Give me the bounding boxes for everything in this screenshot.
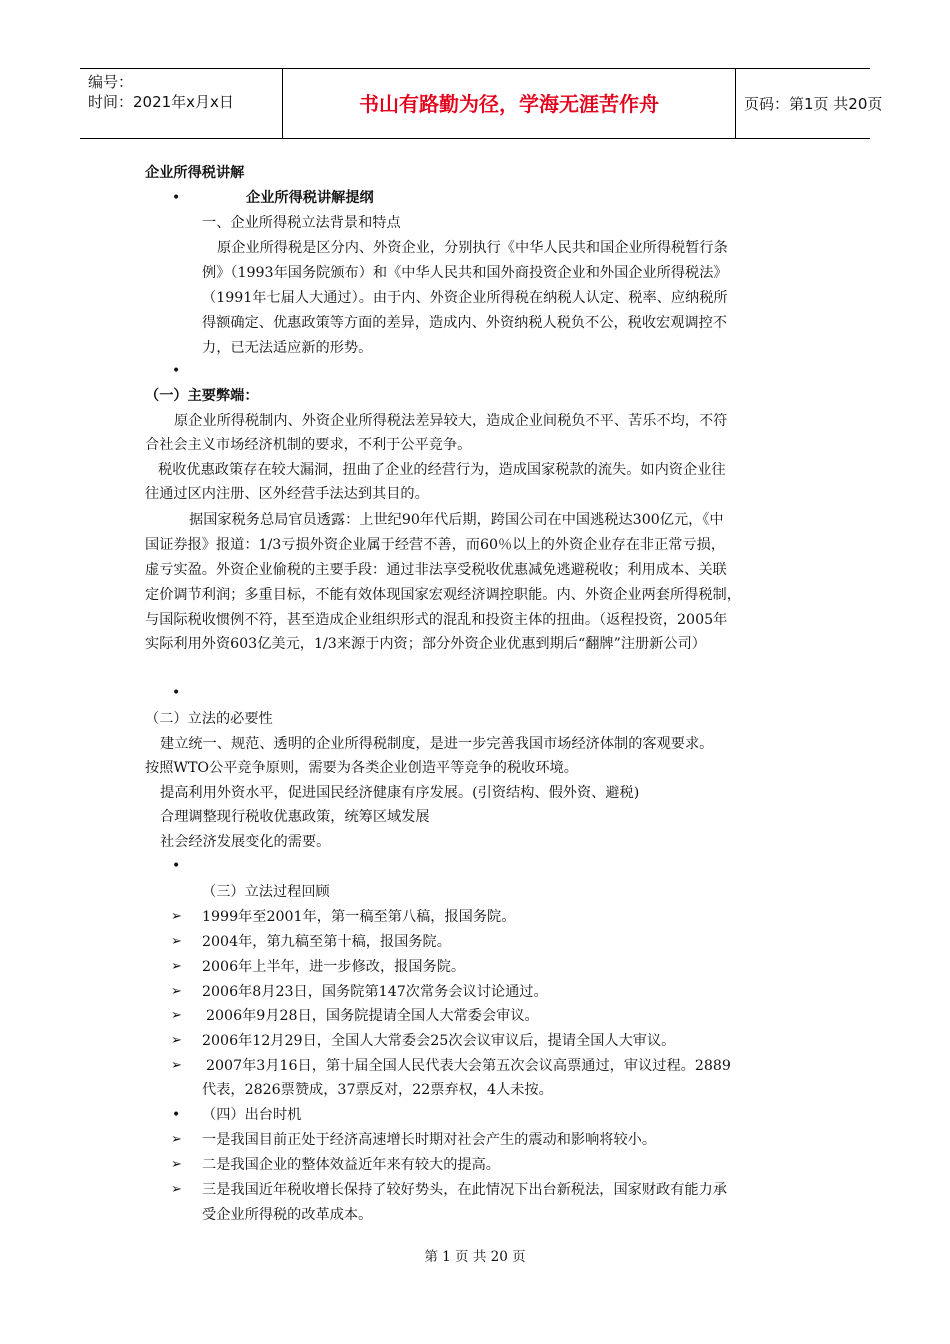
section-1-paragraph-line: 得额确定、优惠政策等方面的差异，造成内、外资纳税人税负不公，税收宏观调控不 (202, 315, 727, 331)
header-motto-cell (282, 69, 736, 138)
subsection-1-line: 税收优惠政策存在较大漏洞，扭曲了企业的经营行为，造成国家税款的流失。如内资企业往 (158, 462, 726, 478)
header-motto: 书山有路勤为径，学海无涯苦作舟 (359, 92, 659, 116)
bullet-icon: • (172, 190, 181, 206)
bullet-icon: • (172, 363, 181, 379)
subsection-1-line: 虚亏实盈。外资企业偷税的主要手段：通过非法享受税收优惠减免逃避税收；利用成本、关联 (145, 562, 727, 578)
timeline-item: 2006年9月28日，国务院提请全国人大常委会审议。 (206, 1008, 539, 1024)
timeline-item: 2006年8月23日，国务院第147次常务会议讨论通过。 (202, 984, 548, 1000)
timing-item: 一是我国目前正处于经济高速增长时期对社会产生的震动和影响将较小。 (202, 1132, 657, 1148)
document-title: 企业所得税讲解 (145, 165, 245, 181)
subsection-1-line: 据国家税务总局官员透露：上世纪90年代后期，跨国公司在中国逃税达300亿元，《中 (189, 512, 724, 528)
arrow-bullet-icon: ➢ (171, 1033, 182, 1048)
arrow-bullet-icon: ➢ (171, 909, 182, 924)
timeline-item: 2006年上半年，进一步修改，报国务院。 (202, 959, 466, 975)
subsection-2-line: 建立统一、规范、透明的企业所得税制度，是进一步完善我国市场经济体制的客观要求。 (160, 736, 714, 752)
subsection-1-line: 原企业所得税制内、外资企业所得税法差异较大，造成企业间税负不平、苦乐不均，不符 (174, 413, 728, 429)
timing-item: 三是我国近年税收增长保持了较好势头，在此情况下出台新税法，国家财政有能力承 (202, 1182, 727, 1198)
section-1-heading: 一、企业所得税立法背景和特点 (202, 215, 401, 231)
arrow-bullet-icon: ➢ (171, 934, 182, 949)
arrow-bullet-icon: ➢ (171, 1058, 182, 1073)
subsection-1-line: 国证券报》报道：1/3亏损外资企业属于经营不善，而60％以上的外资企业存在非正常亏损， (145, 537, 726, 553)
timing-item-continued: 受企业所得税的改革成本。 (202, 1207, 373, 1223)
subsection-1-line: 实际利用外资603亿美元，1/3来源于内资；部分外资企业优惠到期后“翻牌”注册新公司） (145, 636, 706, 652)
page-header (80, 68, 883, 139)
timeline-item: 2007年3月16日，第十届全国人民代表大会第五次会议高票通过，审议过程。2889 (206, 1058, 731, 1074)
timeline-item: 2004年，第九稿至第十稿，报国务院。 (202, 934, 451, 950)
header-date: 时间：2021年x月x日 (88, 93, 234, 111)
subsection-2-line: 提高利用外资水平，促进国民经济健康有序发展。(引资结构、假外资、避税) (160, 785, 640, 801)
header-number-label: 编号： (88, 73, 134, 91)
arrow-bullet-icon: ➢ (171, 1182, 182, 1197)
arrow-bullet-icon: ➢ (171, 1157, 182, 1172)
header-left-cell (80, 69, 282, 138)
subsection-4-heading: （四）出台时机 (202, 1107, 302, 1123)
bullet-icon: • (172, 1107, 181, 1123)
timing-item: 二是我国企业的整体效益近年来有较大的提高。 (202, 1157, 500, 1173)
subsection-1-line: 与国际税收惯例不符，甚至造成企业组织形式的混乱和投资主体的扭曲。（返程投资，2005年 (145, 612, 728, 628)
bullet-icon: • (172, 858, 181, 874)
subsection-2-line: 社会经济发展变化的需要。 (160, 834, 331, 850)
bullet-icon: • (172, 685, 181, 701)
subsection-2-heading: （二）立法的必要性 (145, 711, 273, 727)
section-1-paragraph-line: （1991年七届人大通过）。由于内、外资企业所得税在纳税人认定、税率、应纳税所 (202, 290, 728, 306)
section-1-paragraph-line: 力，已无法适应新的形势。 (202, 340, 373, 356)
section-1-paragraph-line: 例》（1993年国务院颁布）和《中华人民共和国外商投资企业和外国企业所得税法》 (202, 265, 728, 281)
header-page-cell (736, 69, 883, 138)
arrow-bullet-icon: ➢ (171, 959, 182, 974)
arrow-bullet-icon: ➢ (171, 1008, 182, 1023)
arrow-bullet-icon: ➢ (171, 1132, 182, 1147)
subsection-1-line: 往通过区内注册、区外经营手法达到其目的。 (145, 486, 429, 502)
timeline-item-continued: 代表，2826票赞成，37票反对，22票弃权，4人未按。 (202, 1082, 553, 1098)
subsection-1-line: 定价调节利润；多重目标，不能有效体现国家宏观经济调控职能。内、外资企业两套所得税制， (145, 587, 741, 603)
header-page-info: 页码：第1页 共20页 (744, 95, 883, 113)
subsection-2-line: 按照WTO公平竞争原则，需要为各类企业创造平等竞争的税收环境。 (145, 760, 578, 776)
timeline-item: 1999年至2001年，第一稿至第八稿，报国务院。 (202, 909, 516, 925)
subsection-1-line: 合社会主义市场经济机制的要求，不利于公平竞争。 (145, 437, 472, 453)
outline-title: 企业所得税讲解提纲 (246, 190, 374, 206)
subsection-1-heading: （一）主要弊端： (145, 388, 259, 404)
subsection-2-line: 合理调整现行税收优惠政策，统筹区域发展 (160, 809, 430, 825)
page-footer: 第 1 页 共 20 页 (424, 1249, 526, 1265)
subsection-3-heading: （三）立法过程回顾 (202, 884, 330, 900)
timeline-item: 2006年12月29日，全国人大常委会25次会议审议后，提请全国人大审议。 (202, 1033, 676, 1049)
section-1-paragraph-line: 原企业所得税是区分内、外资企业，分别执行《中华人民共和国企业所得税暂行条 (217, 240, 728, 256)
arrow-bullet-icon: ➢ (171, 984, 182, 999)
